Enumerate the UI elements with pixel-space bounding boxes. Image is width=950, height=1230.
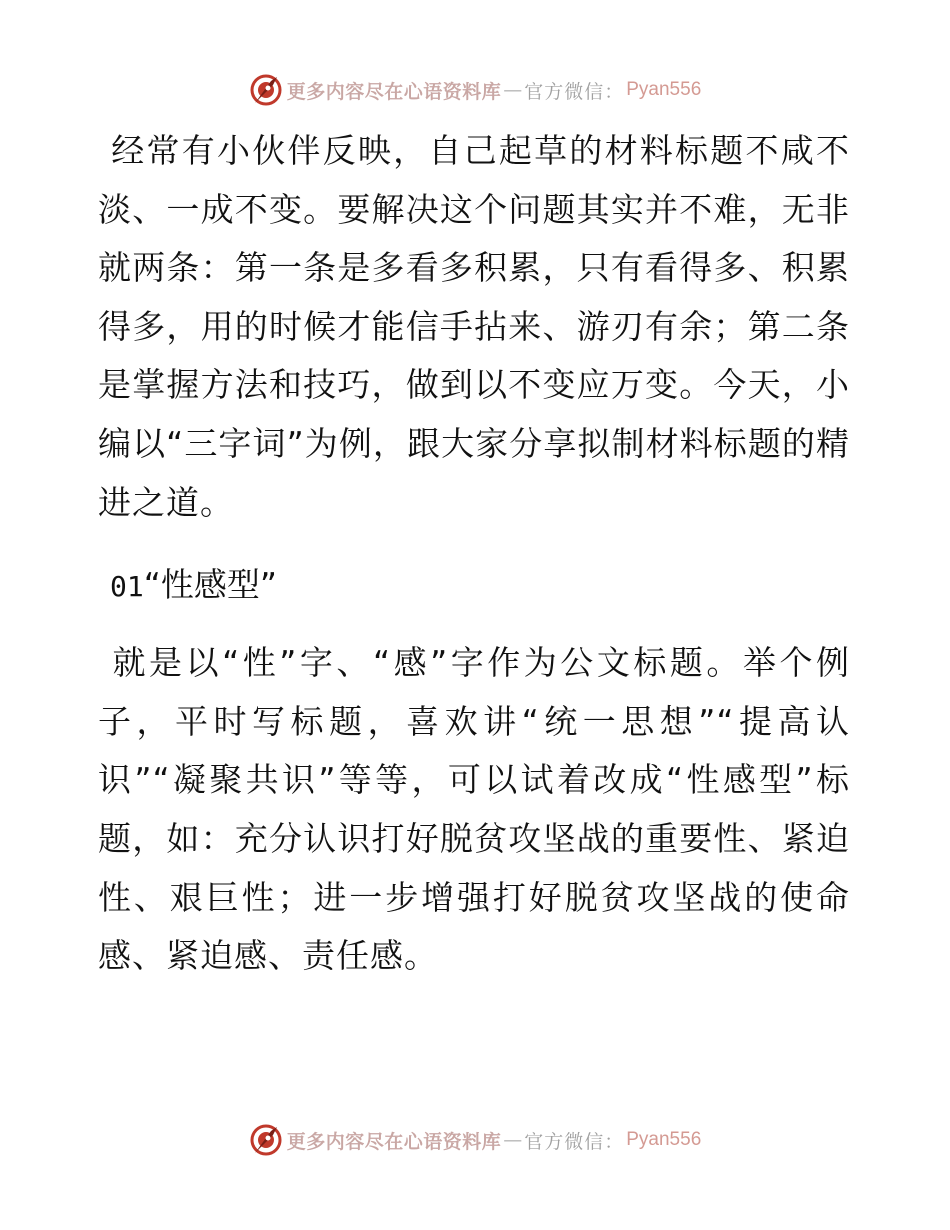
quill-logo-icon (249, 1123, 283, 1157)
section-title: “性感型” (143, 565, 277, 605)
document-body (98, 122, 850, 986)
section-body-text: 就是以“性”字、“感”字作为公文标题。举个例子，平时写标题，喜欢讲“统一思想”“提高认识”“凝聚共识”等等，可以试着改成“性感型”标题，如：充分认识打好脱贫攻坚战的重要性、紧迫性、艰巨性；进一步增强打好脱贫攻坚战的使命感、紧迫感、责任感。 (98, 643, 850, 976)
quill-logo-icon (249, 73, 283, 107)
footer-watermark-banner (0, 1120, 950, 1160)
banner-title: 更多内容尽在心语资料库 (286, 1130, 502, 1153)
banner-wechat-id: Pyan556 (626, 1129, 702, 1150)
intro-text: 经常有小伙伴反映，自己起草的材料标题不咸不淡、一成不变。要解决这个问题其实并不难，无非就两条：第一条是多看多积累，只有看得多、积累得多，用的时候才能信手拈来、游刃有余；第二条是掌握方法和技巧，做到以不变应万变。今天，小编以“三字词”为例，跟大家分享拟制材料标题的精进之道。 (98, 131, 850, 522)
section-body-paragraph (98, 634, 850, 986)
intro-paragraph (98, 122, 850, 532)
banner-title: 更多内容尽在心语资料库 (286, 80, 502, 103)
header-watermark-banner (0, 70, 950, 110)
banner-wechat-label: 官方微信： (524, 80, 625, 103)
section-heading (98, 556, 850, 616)
banner-dash: — (503, 79, 523, 101)
banner-dash: — (503, 1129, 523, 1151)
banner-wechat-id: Pyan556 (626, 79, 702, 100)
banner-wechat-label: 官方微信： (524, 1130, 625, 1153)
section-number: 01 (110, 570, 144, 604)
